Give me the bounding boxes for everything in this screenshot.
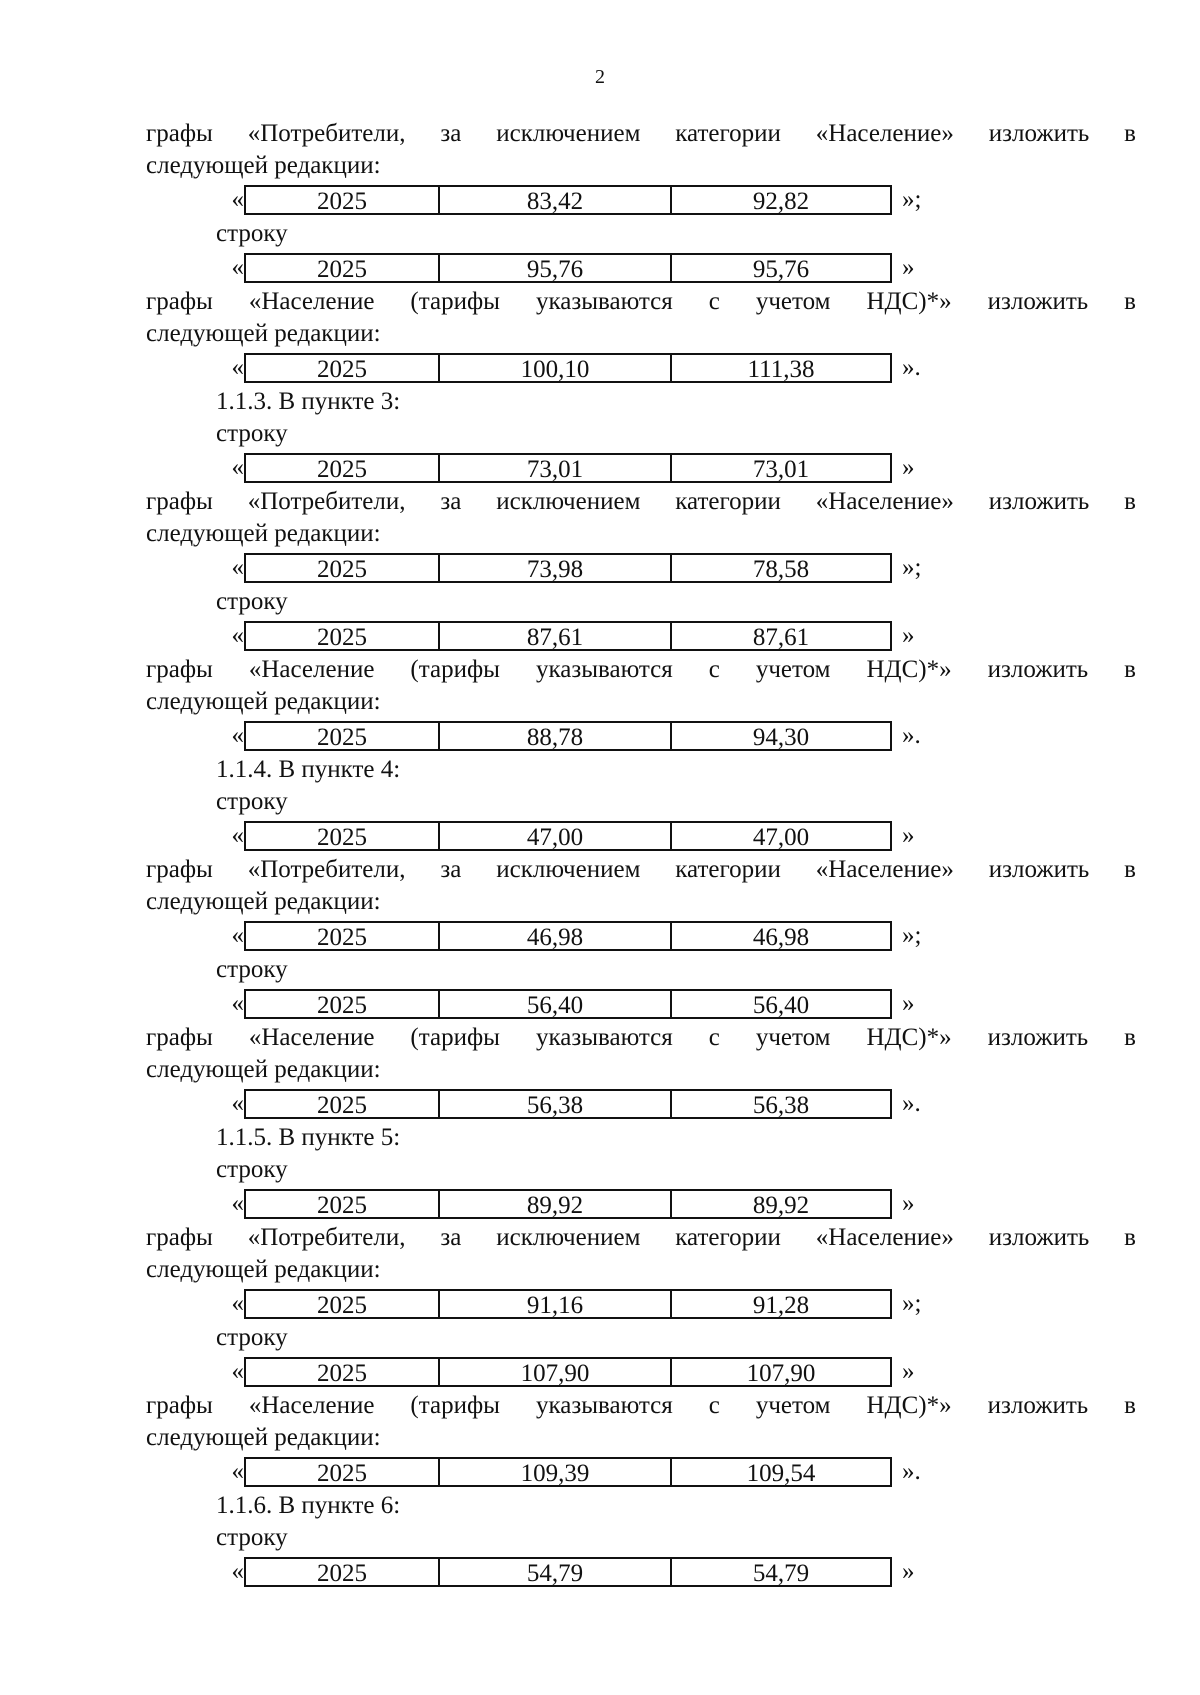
tariff-period1-cell: 83,42	[438, 185, 670, 215]
tariff-period2-cell: 109,54	[670, 1457, 892, 1487]
year-cell: 2025	[244, 1189, 438, 1219]
year-cell: 2025	[244, 621, 438, 651]
indented-line: 1.1.5. В пункте 5:	[216, 1124, 401, 1151]
paragraph-line: следующей редакции:	[146, 1424, 381, 1451]
tariff-table-row	[146, 1287, 1136, 1321]
paragraph-line: следующей редакции:	[146, 152, 381, 179]
closing-quote: »	[902, 990, 915, 1017]
closing-quote: ».	[902, 1458, 921, 1485]
closing-quote: »	[902, 1358, 915, 1385]
closing-quote: ».	[902, 722, 921, 749]
tariff-period2-cell: 94,30	[670, 721, 892, 751]
tariff-period1-cell: 109,39	[438, 1457, 670, 1487]
tariff-period1-cell: 56,40	[438, 989, 670, 1019]
tariff-period1-cell: 54,79	[438, 1557, 670, 1587]
opening-quote: «	[231, 1290, 244, 1317]
year-cell: 2025	[244, 1357, 438, 1387]
paragraph-line: графы «Потребители, за исключением категории «Население» изложить в	[146, 488, 1136, 515]
indented-line: строку	[216, 956, 288, 983]
paragraph-line: графы «Население (тарифы указываются с учетом НДС)*» изложить в	[146, 1392, 1136, 1419]
tariff-table-row	[146, 1455, 1136, 1489]
tariff-period2-cell: 56,38	[670, 1089, 892, 1119]
paragraph-line: графы «Потребители, за исключением категории «Население» изложить в	[146, 120, 1136, 147]
tariff-period2-cell: 92,82	[670, 185, 892, 215]
paragraph-line: графы «Население (тарифы указываются с учетом НДС)*» изложить в	[146, 656, 1136, 683]
tariff-table-row	[146, 1187, 1136, 1221]
opening-quote: «	[231, 554, 244, 581]
year-cell: 2025	[244, 353, 438, 383]
tariff-period2-cell: 54,79	[670, 1557, 892, 1587]
tariff-period1-cell: 56,38	[438, 1089, 670, 1119]
indented-line: строку	[216, 1156, 288, 1183]
tariff-table-row	[146, 251, 1136, 285]
opening-quote: «	[231, 254, 244, 281]
closing-quote: »	[902, 1190, 915, 1217]
tariff-table-row	[146, 619, 1136, 653]
indented-line: 1.1.6. В пункте 6:	[216, 1492, 401, 1519]
indented-line: 1.1.3. В пункте 3:	[216, 388, 401, 415]
tariff-period1-cell: 87,61	[438, 621, 670, 651]
opening-quote: «	[231, 186, 244, 213]
tariff-period2-cell: 89,92	[670, 1189, 892, 1219]
closing-quote: »	[902, 822, 915, 849]
year-cell: 2025	[244, 821, 438, 851]
tariff-period2-cell: 47,00	[670, 821, 892, 851]
closing-quote: »	[902, 1558, 915, 1585]
tariff-table-row	[146, 451, 1136, 485]
closing-quote: ».	[902, 1090, 921, 1117]
tariff-table-row	[146, 351, 1136, 385]
opening-quote: «	[231, 1090, 244, 1117]
closing-quote: »;	[902, 554, 922, 581]
tariff-table-row	[146, 1087, 1136, 1121]
year-cell: 2025	[244, 1557, 438, 1587]
year-cell: 2025	[244, 1089, 438, 1119]
closing-quote: »;	[902, 186, 922, 213]
paragraph-line: следующей редакции:	[146, 320, 381, 347]
tariff-period1-cell: 95,76	[438, 253, 670, 283]
closing-quote: »	[902, 254, 915, 281]
paragraph-line: графы «Потребители, за исключением категории «Население» изложить в	[146, 1224, 1136, 1251]
tariff-period2-cell: 73,01	[670, 453, 892, 483]
tariff-period2-cell: 46,98	[670, 921, 892, 951]
year-cell: 2025	[244, 553, 438, 583]
year-cell: 2025	[244, 253, 438, 283]
tariff-period1-cell: 107,90	[438, 1357, 670, 1387]
tariff-table-row	[146, 551, 1136, 585]
tariff-table-row	[146, 719, 1136, 753]
opening-quote: «	[231, 990, 244, 1017]
year-cell: 2025	[244, 1457, 438, 1487]
indented-line: строку	[216, 788, 288, 815]
paragraph-line: графы «Потребители, за исключением категории «Население» изложить в	[146, 856, 1136, 883]
opening-quote: «	[231, 454, 244, 481]
paragraph-line: графы «Население (тарифы указываются с учетом НДС)*» изложить в	[146, 1024, 1136, 1051]
opening-quote: «	[231, 1558, 244, 1585]
opening-quote: «	[231, 354, 244, 381]
year-cell: 2025	[244, 453, 438, 483]
opening-quote: «	[231, 622, 244, 649]
opening-quote: «	[231, 822, 244, 849]
paragraph-line: следующей редакции:	[146, 520, 381, 547]
tariff-period2-cell: 91,28	[670, 1289, 892, 1319]
tariff-period1-cell: 100,10	[438, 353, 670, 383]
indented-line: строку	[216, 588, 288, 615]
tariff-period2-cell: 111,38	[670, 353, 892, 383]
year-cell: 2025	[244, 185, 438, 215]
tariff-period1-cell: 89,92	[438, 1189, 670, 1219]
opening-quote: «	[231, 722, 244, 749]
paragraph-line: графы «Население (тарифы указываются с учетом НДС)*» изложить в	[146, 288, 1136, 315]
tariff-table-row	[146, 183, 1136, 217]
indented-line: строку	[216, 220, 288, 247]
year-cell: 2025	[244, 921, 438, 951]
page-number: 2	[595, 66, 605, 88]
closing-quote: ».	[902, 354, 921, 381]
year-cell: 2025	[244, 721, 438, 751]
tariff-period2-cell: 56,40	[670, 989, 892, 1019]
opening-quote: «	[231, 1458, 244, 1485]
tariff-period1-cell: 91,16	[438, 1289, 670, 1319]
tariff-period2-cell: 95,76	[670, 253, 892, 283]
tariff-table-row	[146, 987, 1136, 1021]
opening-quote: «	[231, 1358, 244, 1385]
tariff-period1-cell: 73,98	[438, 553, 670, 583]
tariff-table-row	[146, 1555, 1136, 1589]
opening-quote: «	[231, 1190, 244, 1217]
document-body	[146, 118, 1136, 1590]
tariff-period1-cell: 73,01	[438, 453, 670, 483]
year-cell: 2025	[244, 1289, 438, 1319]
tariff-table-row	[146, 819, 1136, 853]
paragraph-line: следующей редакции:	[146, 888, 381, 915]
tariff-period2-cell: 87,61	[670, 621, 892, 651]
closing-quote: »	[902, 454, 915, 481]
paragraph-line: следующей редакции:	[146, 1056, 381, 1083]
tariff-period1-cell: 88,78	[438, 721, 670, 751]
indented-line: 1.1.4. В пункте 4:	[216, 756, 401, 783]
paragraph-line: следующей редакции:	[146, 1256, 381, 1283]
tariff-period1-cell: 47,00	[438, 821, 670, 851]
tariff-table-row	[146, 1355, 1136, 1389]
indented-line: строку	[216, 1324, 288, 1351]
tariff-period2-cell: 78,58	[670, 553, 892, 583]
tariff-table-row	[146, 919, 1136, 953]
closing-quote: »;	[902, 1290, 922, 1317]
indented-line: строку	[216, 420, 288, 447]
paragraph-line: следующей редакции:	[146, 688, 381, 715]
indented-line: строку	[216, 1524, 288, 1551]
year-cell: 2025	[244, 989, 438, 1019]
opening-quote: «	[231, 922, 244, 949]
closing-quote: »	[902, 622, 915, 649]
closing-quote: »;	[902, 922, 922, 949]
tariff-period2-cell: 107,90	[670, 1357, 892, 1387]
tariff-period1-cell: 46,98	[438, 921, 670, 951]
